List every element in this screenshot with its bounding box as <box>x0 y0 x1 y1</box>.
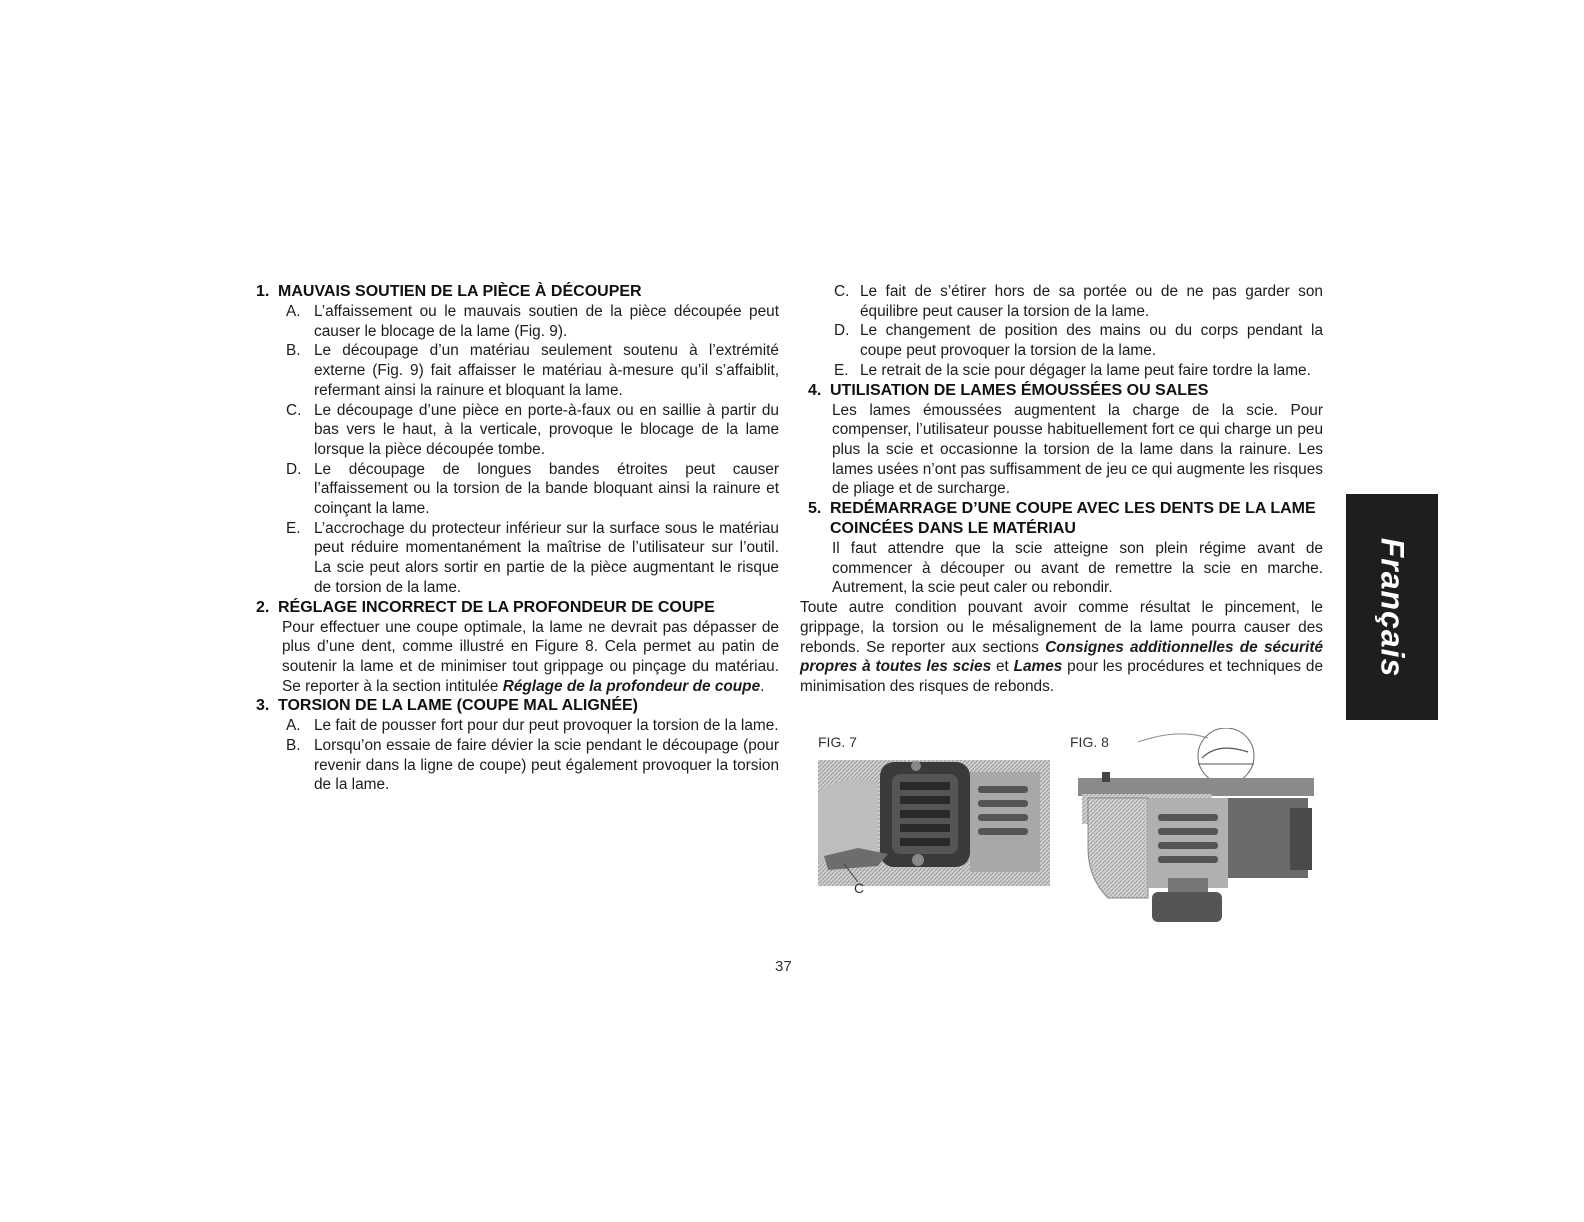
section-5-paragraph: Il faut attendre que la scie atteigne son plein régime avant de commencer à découper ou avant de remettre la scie en marche. Autrement, la scie peut caler ou rebondir. <box>832 540 1323 597</box>
paragraph-text: pour les procédures et techniques de minimisation des risques de rebonds. <box>800 658 1324 695</box>
section-5-heading <box>800 499 1323 539</box>
section-2-heading <box>256 598 779 618</box>
page-number: 37 <box>775 958 792 975</box>
list-item <box>256 460 779 519</box>
paragraph-text: et <box>991 658 1014 676</box>
fig-8-illustration <box>1078 728 1318 928</box>
list-item <box>800 282 1323 321</box>
section-4-paragraph: Les lames émoussées augmentent la charge de la scie. Pour compenser, l’utilisateur pousse habituellement fort ce qui charge un peu plus la scie et occasionne la torsion de la lame dans la rainure. Les lames usées n’ont pas suffisamment de jeu ce qui augmente les risques de pliage et de surcharge. <box>832 401 1323 498</box>
item-letter: C. <box>834 283 850 300</box>
item-letter: C. <box>286 401 302 419</box>
item-text: Le découpage d’un matériau seulement soutenu à l’extrémité externe (Fig. 9) fait affaisser le matériau à-mesure qu’il s’affaiblit, refermant ainsi la rainure et bloquant la lame. <box>314 342 779 399</box>
item-text: Le découpage d’une pièce en porte-à-faux ou en saillie à partir du bas vers le haut, à la verticale, provoque le blocage de la lame lorsque la pièce découpée tombe. <box>314 401 779 458</box>
list-item <box>256 736 779 795</box>
fig-7-callout-c: C <box>854 880 865 896</box>
fig-8-label: FIG. 8 <box>1070 734 1109 750</box>
section-number: 3. <box>256 697 270 715</box>
list-item <box>800 321 1323 360</box>
list-item <box>256 341 779 400</box>
section-title: MAUVAIS SOUTIEN DE LA PIÈCE À DÉCOUPER <box>278 283 642 300</box>
item-text: L’affaissement ou le mauvais soutien de la pièce découpée peut causer le blocage de la lame (Fig. 9). <box>314 303 779 340</box>
list-item <box>256 716 779 736</box>
item-letter: B. <box>286 342 301 360</box>
language-tab-label: Français <box>1374 537 1411 677</box>
section-number: 5. <box>808 500 822 518</box>
fig-7-label: FIG. 7 <box>818 734 857 750</box>
closing-paragraph <box>800 598 1323 697</box>
section-title: REDÉMARRAGE D’UNE COUPE AVEC LES DENTS DE LA LAME COINCÉES DANS LE MATÉRIAU <box>830 500 1316 538</box>
section-reference: Lames <box>1013 658 1063 676</box>
paragraph-end: . <box>760 677 765 695</box>
section-number: 1. <box>256 283 270 300</box>
item-letter: D. <box>286 460 302 478</box>
item-text: Le fait de s’étirer hors de sa portée ou de ne pas garder son équilibre peut causer la torsion de la lame. <box>860 283 1323 320</box>
section-reference: Consignes additionnelles de sécurité propres à toutes les scies <box>800 638 1324 676</box>
section-1-heading <box>256 282 779 302</box>
list-item <box>256 401 779 460</box>
paragraph-text: Pour effectuer une coupe optimale, la lame ne devrait pas dépasser de plus d’une dent, comme illustré en Figure 8. Cela permet au patin de soutenir la lame et de minimiser tout grippage ou pinçage du matériau. Se reporter à la section intitulée <box>282 618 779 695</box>
item-letter: B. <box>286 737 301 755</box>
section-title: RÉGLAGE INCORRECT DE LA PROFONDEUR DE COUPE <box>278 598 715 616</box>
item-letter: A. <box>286 303 301 320</box>
right-column <box>800 282 1323 697</box>
section-number: 4. <box>808 381 822 399</box>
section-title: TORSION DE LA LAME (COUPE MAL ALIGNÉE) <box>278 697 639 715</box>
item-letter: E. <box>286 519 301 537</box>
item-text: Le fait de pousser fort pour dur peut provoquer la torsion de la lame. <box>314 717 779 735</box>
item-text: Le découpage de longues bandes étroites peut causer l’affaissement ou la torsion de la bande bloquant ainsi la rainure et coinçant la lame. <box>314 460 779 518</box>
section-number: 2. <box>256 598 270 616</box>
list-item <box>256 519 779 598</box>
item-text: L’accrochage du protecteur inférieur sur la surface sous le matériau peut réduire momentanément la maîtrise de l’utilisateur sur l’outil. La scie peut alors sortir en partie de la pièce augmentant le risque de torsion de la lame. <box>314 519 779 596</box>
language-tab <box>1346 494 1438 720</box>
item-text: Le retrait de la scie pour dégager la lame peut faire tordre la lame. <box>860 361 1311 379</box>
item-letter: E. <box>834 361 849 379</box>
list-item <box>800 361 1323 381</box>
left-column <box>256 282 779 795</box>
item-letter: D. <box>834 322 850 340</box>
paragraph-text: Toute autre condition pouvant avoir comme résultat le pincement, le grippage, la torsion ou le mésalignement de la lame pourra causer des rebonds. Se reporter aux sections <box>800 599 1323 656</box>
section-reference: Réglage de la profondeur de coupe <box>502 677 761 695</box>
item-letter: A. <box>286 717 301 735</box>
section-4-heading <box>800 381 1323 401</box>
list-item <box>256 302 779 341</box>
item-text: Lorsqu’on essaie de faire dévier la scie pendant le découpage (pour revenir dans la ligne de coupe) peut également provoquer la torsion de la lame. <box>314 737 779 794</box>
section-3-heading <box>256 696 779 716</box>
section-title: UTILISATION DE LAMES ÉMOUSSÉES OU SALES <box>830 381 1209 399</box>
item-text: Le changement de position des mains ou du corps pendant la coupe peut provoquer la torsion de la lame. <box>860 322 1323 360</box>
section-2-paragraph <box>256 618 779 697</box>
